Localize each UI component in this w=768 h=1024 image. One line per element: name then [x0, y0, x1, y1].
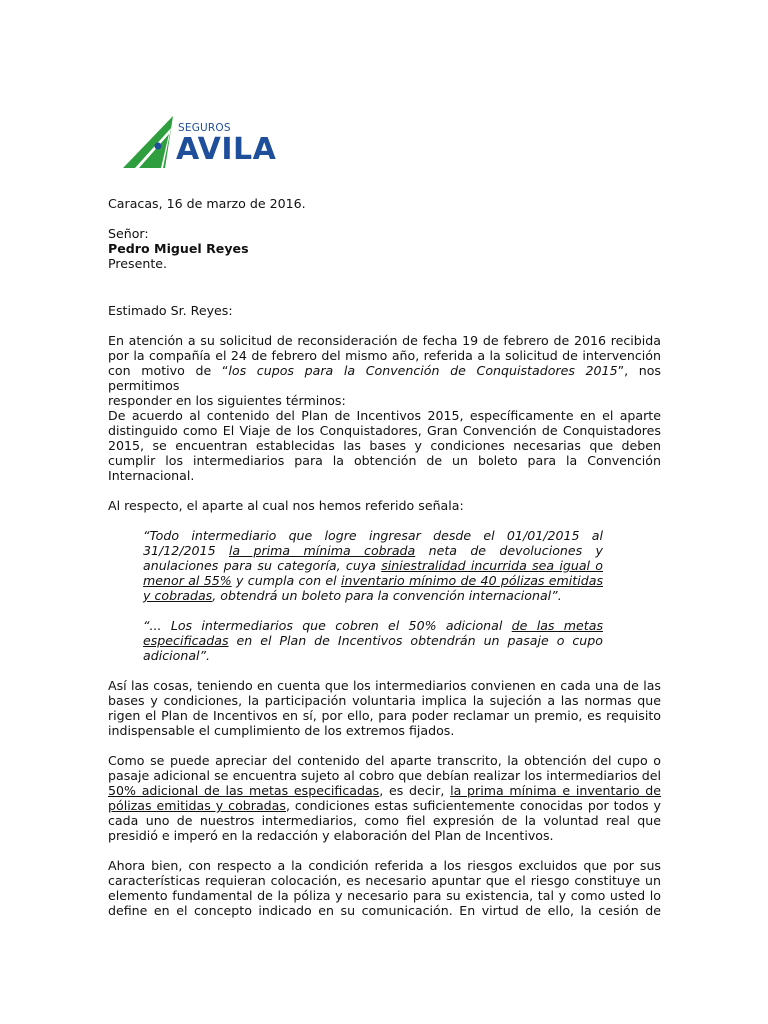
recipient-presente: Presente. [108, 256, 168, 271]
recipient-block [108, 226, 661, 271]
paragraph-1 [108, 333, 661, 408]
text-run-underlined: pólizas emitidas y cobradas [108, 798, 286, 813]
text-line: características requieran colocación, es necesario apuntar que el riesgo constituye un [108, 873, 661, 888]
text-line: responder en los siguientes términos: [108, 393, 346, 408]
text-line: Internacional. [108, 468, 195, 483]
text-run-underlined: de las metas [511, 618, 603, 633]
text-line: cada uno de nuestros intermediarios, como fiel expresión de la voluntad real que [108, 813, 661, 828]
text-line [108, 783, 661, 798]
recipient-name: Pedro Miguel Reyes [108, 241, 249, 256]
text-run: anulaciones para su categoría, cuya [143, 558, 382, 573]
text-line: 2015, se encuentran establecidas las bases y condiciones necesarias que deben [108, 438, 661, 453]
date-line: Caracas, 16 de marzo de 2016. [108, 196, 306, 211]
text-run: ”, nos permitimos [108, 363, 661, 393]
text-run: neta de devoluciones y [415, 543, 603, 558]
text-line [143, 633, 603, 648]
text-line: En atención a su solicitud de reconsideración de fecha 19 de febrero de 2016 recibida [108, 333, 661, 348]
text-line: Como se puede apreciar del contenido del aparte transcrito, la obtención del cupo o [108, 753, 661, 768]
logo-text-seguros: SEGUROS [178, 122, 231, 134]
quote-2 [143, 618, 603, 663]
paragraph-5 [108, 753, 661, 843]
text-line [143, 543, 603, 558]
paragraph-2 [108, 408, 661, 483]
text-run: , obtendrá un boleto para la convención internacional”. [212, 588, 562, 603]
text-line: presidió e imperó en la redacción y elaboración del Plan de Incentivos. [108, 828, 554, 843]
text-run-underlined: la prima mínima e inventario de [450, 783, 662, 798]
text-line [108, 798, 661, 813]
text-run: con motivo de “ [108, 363, 229, 378]
text-run-underlined: inventario mínimo de 40 pólizas emitidas [340, 573, 604, 588]
paragraph-4 [108, 678, 661, 738]
text-run-underlined: 50% adicional de las metas especificadas [108, 783, 380, 798]
text-run: y cumpla con el [231, 573, 341, 588]
text-run-underlined: la prima mínima cobrada [228, 543, 416, 558]
text-run-underlined: siniestralidad incurrida sea igual o [381, 558, 604, 573]
text-line: Así las cosas, teniendo en cuenta que los intermediarios convienen en cada una de las [108, 678, 661, 693]
text-line [108, 363, 661, 393]
text-line: indispensable el cumplimiento de los extremos fijados. [108, 723, 455, 738]
text-run: “... Los intermediarios que cobren el 50% adicional [143, 618, 512, 633]
text-line: define en el concepto indicado en su comunicación. En virtud de ello, la cesión de [108, 903, 661, 918]
recipient-salutation: Señor: [108, 226, 149, 241]
quote-1 [143, 528, 603, 603]
text-line [143, 588, 603, 603]
text-line: por la compañía el 24 de febrero del mismo año, referida a la solicitud de intervención [108, 348, 661, 363]
text-run: 31/12/2015 [143, 543, 229, 558]
logo-text-avila: AVILA [176, 132, 277, 167]
text-line: elemento fundamental de la póliza y necesario para su existencia, tal y como usted lo [108, 888, 661, 903]
paragraph-6 [108, 858, 661, 918]
text-run-underlined: y cobradas [143, 588, 213, 603]
text-line: cumplir los intermediarios para la obtención de un boleto para la Convención [108, 453, 661, 468]
text-line: distinguido como El Viaje de los Conquistadores, Gran Convención de Conquistadores [108, 423, 661, 438]
text-line [143, 573, 603, 588]
text-line: adicional”. [143, 648, 211, 663]
seguros-avila-logo [121, 112, 301, 172]
text-line: rigen el Plan de Incentivos en sí, por ello, para poder reclamar un premio, es requisito [108, 708, 661, 723]
paragraph-3: Al respecto, el aparte al cual nos hemos referido señala: [108, 498, 464, 513]
text-line: “Todo intermediario que logre ingresar desde el 01/01/2015 al [143, 528, 603, 543]
text-run-italic: los cupos para la Convención de Conquistadores 2015 [228, 363, 618, 378]
text-run-underlined: especificadas [143, 633, 229, 648]
text-run-underlined: menor al 55% [143, 573, 232, 588]
text-run: , es decir, [379, 783, 451, 798]
text-line: De acuerdo al contenido del Plan de Incentivos 2015, específicamente en el aparte [108, 408, 661, 423]
text-line [143, 618, 603, 633]
greeting: Estimado Sr. Reyes: [108, 303, 233, 318]
text-line: pasaje adicional se encuentra sujeto al cobro que debían realizar los intermediarios del [108, 768, 661, 783]
text-line [143, 558, 603, 573]
text-line: bases y condiciones, la participación voluntaria implica la sujeción a las normas que [108, 693, 661, 708]
text-line: Ahora bien, con respecto a la condición referida a los riesgos excluidos que por sus [108, 858, 661, 873]
text-run: en el Plan de Incentivos obtendrán un pasaje o cupo [228, 633, 603, 648]
text-run: , condiciones estas suficientemente conocidas por todos y [285, 798, 661, 813]
